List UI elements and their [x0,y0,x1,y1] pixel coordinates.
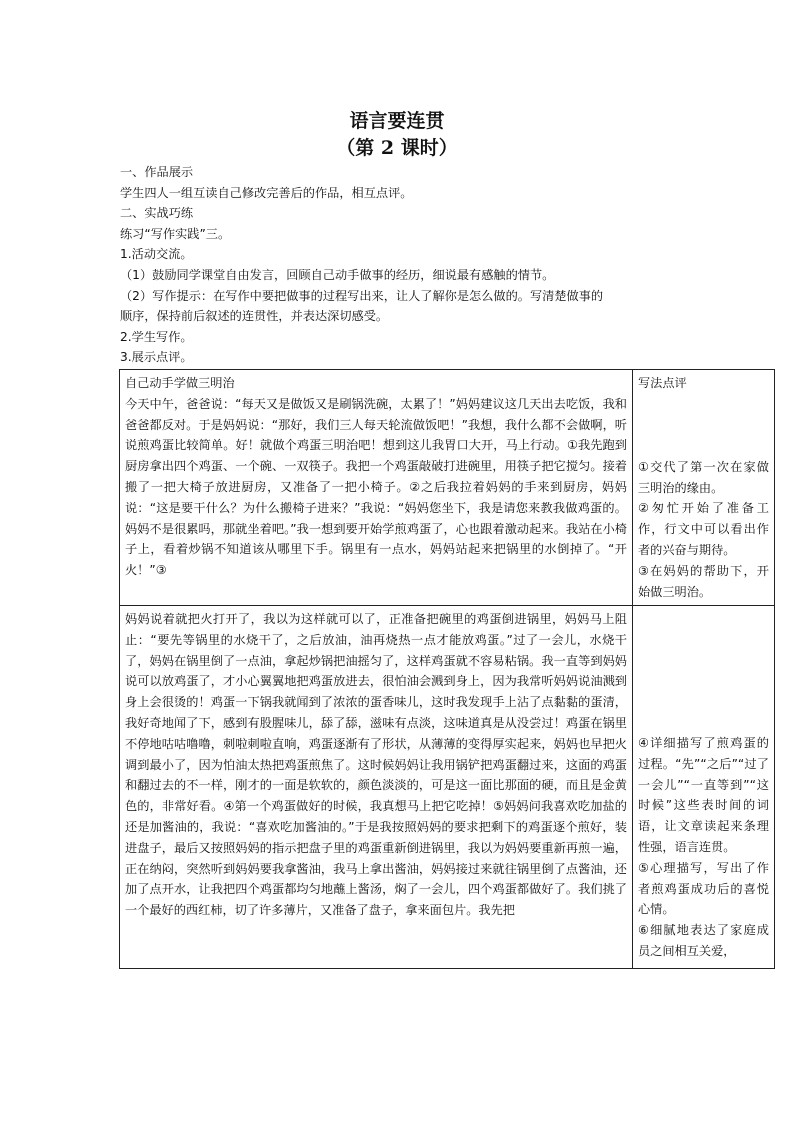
comment-header: 写法点评 [638,376,687,390]
essay-paragraph: 妈妈说着就把火打开了，我以为这样就可以了，正准备把碗里的鸡蛋倒进锅里，妈妈马上阻止：“要先等锅里的水烧干了，之后放油，油再烧热一点才能放鸡蛋。”过了一会儿，水烧干了，妈妈在锅里倒了一点油，拿起炒锅把油摇匀了，这样鸡蛋就不容易粘锅。我一直等到妈妈说可以放鸡蛋了，才小心翼翼地把鸡蛋放进去，很怕油会溅到身上，因为我常听妈妈说油溅到身上会很烫的！鸡蛋一下锅我就闻到了浓浓的蛋香味儿，这时我发现手上沾了点黏黏的蛋清，我好奇地闻了下，感到有股腥味儿，舔了舔，滋味有点淡，这味道真是从没尝过！鸡蛋在锅里不停地咕咕噜噜，刺啦刺啦直响，鸡蛋逐渐有了形状，从薄薄的变得厚实起来，妈妈也早把火调到最小了，因为怕油太热把鸡蛋煎焦了。这时候妈妈让我用锅铲把鸡蛋翻过来，这面的鸡蛋和翻过去的不一样，刚才的一面是软软的，颜色淡淡的，可是这一面比那面的硬，而且是金黄色的，非常好看。④第一个鸡蛋做好的时候，我真想马上把它吃掉！⑤妈妈问我喜欢吃加盐的还是加酱油的，我说：“喜欢吃加酱油的。”于是我按照妈妈的要求把剩下的鸡蛋逐个煎好，装进盘子，最后又按照妈妈的指示把盘子里的鸡蛋重新倒进锅里，我以为妈妈要重新再煎一遍，正在纳闷，突然听到妈妈要我拿酱油，我马上拿出酱油，妈妈接过来就往锅里倒了点酱油，还加了点开水，让我把四个鸡蛋都均匀地蘸上酱汤，焖了一会儿，四个鸡蛋都做好了。我们挑了一个最好的西红柿，切了许多薄片，又准备了盘子，拿来面包片。我先把 [125,612,627,918]
comment-cell [633,606,775,969]
intro-line: 3.展示点评。 [120,350,193,365]
section-heading-practice: 二、实战巧练 [120,206,194,221]
intro-line: 学生四人一组互读自己修改完善后的作品，相互点评。 [120,185,413,200]
table-row [120,606,775,969]
comment-cell [633,370,775,606]
essay-title: 自己动手学做三明治 [125,376,235,390]
comment-item: ⑥细腻地表达了家庭成员之间相互关爱， [638,923,769,958]
essay-paragraph: 今天中午，爸爸说：“每天又是做饭又是刷锅洗碗，太累了！”妈妈建议这几天出去吃饭，我和爸爸都反对。于是妈妈说：“那好，我们三人每天轮流做饭吧！”我想，我什么都不会做啊，听说煎鸡蛋比较简单。好！就做个鸡蛋三明治吧！想到这儿我胃口大开，马上行动。①我先跑到厨房拿出四个鸡蛋、一个碗、一双筷子。我把一个鸡蛋敲破打进碗里，用筷子把它搅匀。接着搬了一把大椅子放进厨房，又准备了一把小椅子。②之后我拉着妈妈的手来到厨房，妈妈说：“这是要干什么？为什么搬椅子进来？”我说：“妈妈您坐下，我是请您来教我做鸡蛋的。妈妈不是很累吗，那就坐着吧。”我一想到要开始学煎鸡蛋了，心也跟着激动起来。我站在小椅子上，看着炒锅不知道该从哪里下手。锅里有一点水，妈妈站起来把锅里的水倒掉了。“开火！”③ [125,396,627,578]
intro-line: （2）写作提示：在写作中要把做事的过程写出来，让人了解你是怎么做的。写清楚做事的 [120,288,604,303]
table-row [120,370,775,606]
page-subtitle: （第 2 课时） [336,137,458,159]
intro-line: 练习“写作实践”三。 [120,226,231,241]
comment-item: ①交代了第一次在家做三明治的缘由。 [638,459,769,495]
comment-item: ②匆忙开始了准备工作，行文中可以看出作者的兴奋与期待。 [638,501,769,557]
comment-item: ⑤心理描写，写出了作者煎鸡蛋成功后的喜悦心情。 [638,860,769,917]
intro-line: 2.学生写作。 [120,329,193,344]
intro-line: 顺序，保持前后叙述的连贯性，并表达深切感受。 [120,309,389,324]
comment-item: ④详细描写了煎鸡蛋的过程。“先”“之后”“过了一会儿”“一直等到”“这时候”这些表时间的词语，让文章读起来条理性强，语言连贯。 [638,736,769,854]
essay-cell [120,606,633,969]
intro-line: （1）鼓励同学课堂自由发言，回顾自己动手做事的经历，细说最有感触的情节。 [120,267,555,282]
comment-item: ③在妈妈的帮助下，开始做三明治。 [638,563,769,599]
page-title: 语言要连贯 [349,110,445,132]
intro-line: 1.活动交流。 [120,247,193,262]
essay-table [119,369,775,969]
intro-section [120,162,720,368]
essay-cell [120,370,633,606]
section-heading-showcase: 一、作品展示 [120,165,194,179]
